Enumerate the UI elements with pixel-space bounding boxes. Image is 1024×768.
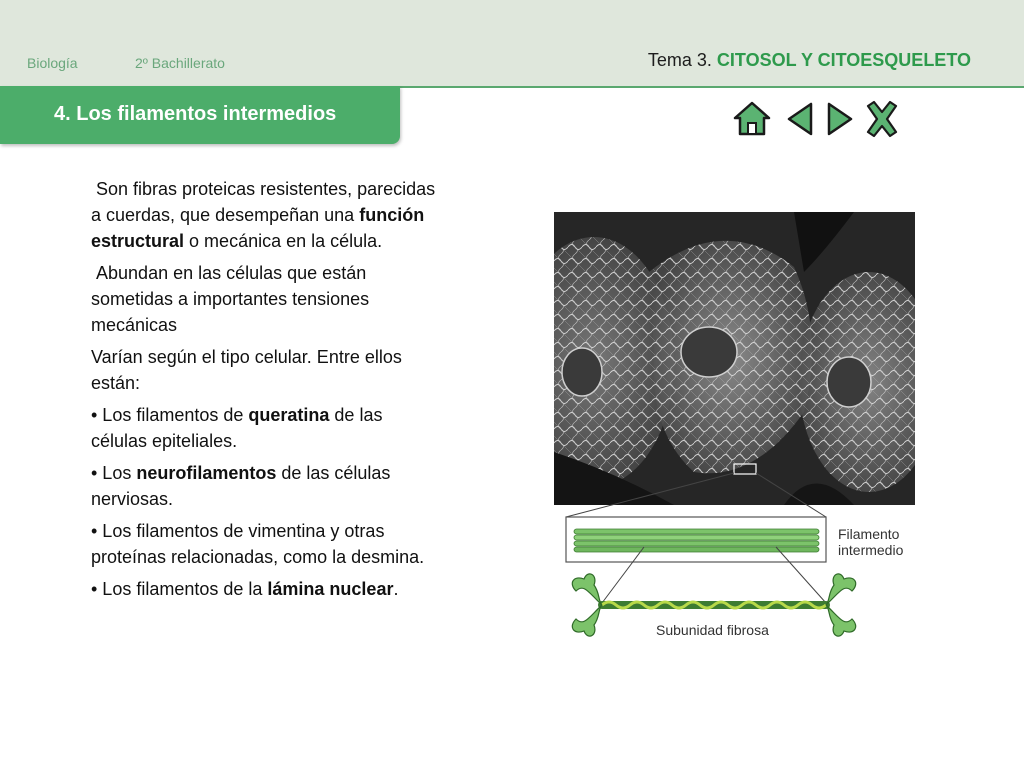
section-tab [0, 86, 400, 144]
slide-body [91, 176, 441, 608]
bullet-keratin-a: • Los filamentos de [91, 405, 249, 425]
intro-bold: función estructural [91, 205, 425, 251]
tension-paragraph [91, 260, 441, 338]
home-icon[interactable] [733, 100, 771, 138]
bullet-keratin-c: de las células epiteliales. [91, 405, 383, 451]
subunit-label: Subunidad fibrosa [656, 622, 769, 638]
bullet-lamina-a: • Los filamentos de la [91, 579, 268, 599]
types-text: Varían según el tipo celular. Entre ellos están: [91, 347, 402, 393]
slide-header [0, 0, 1024, 88]
intro-text-c: o mecánica en la célula. [184, 231, 383, 251]
filament-label-line2: intermedio [838, 542, 904, 558]
course-label: 2º Bachillerato [135, 55, 225, 71]
bullet-vimentin [91, 518, 441, 570]
subject-label: Biología [27, 55, 78, 71]
x-icon[interactable] [864, 100, 900, 138]
tension-text: Abundan en las células que están sometidas a importantes tensiones mecánicas [91, 263, 370, 335]
filament-label-line1: Filamento [838, 526, 900, 542]
bullet-neuro-c: de las células nerviosas. [91, 463, 391, 509]
bullet-vimentin-text: • Los filamentos de vimentina y otras proteínas relacionadas, como la desmina. [91, 521, 425, 567]
intro-paragraph [91, 176, 441, 254]
bullet-neuro-a: • Los [91, 463, 137, 483]
topic-name: CITOSOL Y CITOESQUELETO [716, 50, 971, 70]
bullet-lamina [91, 576, 441, 602]
bullet-neurofilaments [91, 460, 441, 512]
bullet-keratin-bold: queratina [248, 405, 330, 425]
types-paragraph [91, 344, 441, 396]
topic-prefix: Tema 3. [647, 50, 712, 70]
triangle-left-icon[interactable] [785, 100, 815, 138]
filament-label [838, 526, 903, 558]
bullet-neuro-bold: neurofilamentos [136, 463, 277, 483]
cytoskeleton-micrograph [554, 212, 915, 505]
bullet-keratin [91, 402, 441, 454]
intro-text-a: Son fibras proteicas resistentes, parecidas a cuerdas, que desempeñan una [91, 179, 436, 225]
bullet-lamina-bold: lámina nuclear [267, 579, 394, 599]
section-title: 4. Los filamentos intermedios [54, 103, 337, 125]
triangle-right-icon[interactable] [825, 100, 855, 138]
topic-title [648, 50, 971, 71]
bullet-lamina-c: . [393, 579, 399, 599]
